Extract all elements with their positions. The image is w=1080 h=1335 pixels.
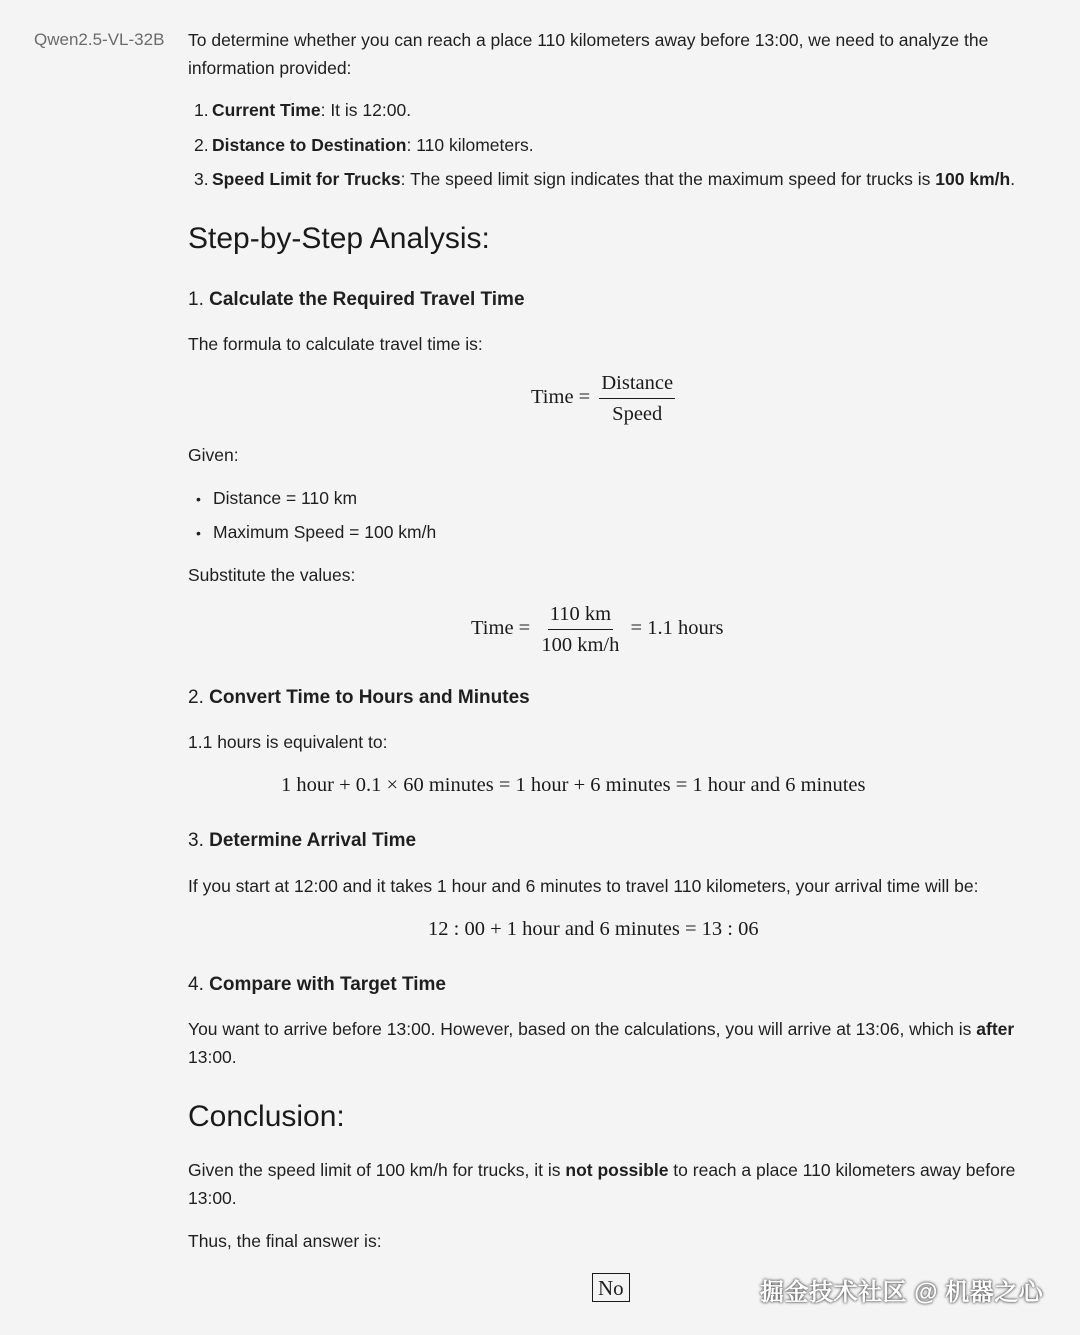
list-item — [194, 165, 1015, 193]
step-title: Convert Time to Hours and Minutes — [209, 687, 530, 708]
arrival-equation: 12 : 00 + 1 hour and 6 minutes = 13 : 06 — [428, 918, 759, 940]
conclusion-bold: not possible — [565, 1160, 669, 1180]
substitution-result: = 1.1 hours — [630, 617, 724, 640]
conversion-equation: 1 hour + 0.1 × 60 minutes = 1 hour + 6 minutes = 1 hour and 6 minutes — [281, 774, 866, 796]
model-label: Qwen2.5-VL-32B — [34, 30, 165, 49]
conclusion-text: Given the speed limit of 100 km/h for trucks, it is — [188, 1160, 566, 1180]
step-4-text-line-2: 13:00. — [188, 1047, 237, 1067]
formula-fraction — [599, 370, 675, 427]
given-item — [196, 518, 436, 547]
step-number: 4. — [188, 974, 204, 995]
final-answer-box: No — [592, 1273, 630, 1302]
list-item — [194, 131, 534, 159]
step-2-heading — [188, 684, 530, 712]
given-item-text: Maximum Speed = 100 km/h — [213, 522, 437, 542]
list-item-bold: 100 km/h — [935, 169, 1011, 189]
list-number: 1. — [194, 100, 209, 120]
step-title: Determine Arrival Time — [209, 830, 417, 851]
substitution-equation — [471, 601, 724, 658]
step-4-bold: after — [976, 1019, 1015, 1039]
step-number: 1. — [188, 289, 204, 310]
formula-denominator: Speed — [612, 403, 663, 425]
given-label: Given: — [188, 445, 239, 465]
substitution-numerator: 110 km — [548, 601, 613, 630]
formula-intro: The formula to calculate travel time is: — [188, 334, 483, 354]
list-item-text: . — [1010, 169, 1016, 189]
list-item-text: : 110 kilometers. — [406, 135, 534, 155]
given-item-text: Distance = 110 km — [213, 488, 358, 508]
analysis-heading: Step-by-Step Analysis: — [188, 222, 490, 255]
step-title: Calculate the Required Travel Time — [209, 289, 525, 310]
step-number: 3. — [188, 830, 204, 851]
formula-time — [531, 370, 679, 427]
watermark: 掘金技术社区 @ 机器之心 — [760, 1279, 1044, 1306]
list-number: 2. — [194, 135, 209, 155]
step-3-heading — [188, 827, 416, 855]
bullet-dot: • — [196, 491, 201, 507]
step-4-text: You want to arrive before 13:00. However, based on the calculations, you will arrive at 13:06, which is — [188, 1019, 977, 1039]
step-number: 2. — [188, 687, 204, 708]
final-answer-label: Thus, the final answer is: — [188, 1231, 382, 1251]
list-item-bold: Distance to Destination — [212, 135, 407, 155]
list-item-text: : It is 12:00. — [320, 100, 412, 120]
formula-numerator: Distance — [599, 370, 675, 399]
step-1-heading — [188, 286, 525, 314]
given-item — [196, 484, 357, 513]
list-item-text: : The speed limit sign indicates that the maximum speed for trucks is — [400, 169, 936, 189]
list-item — [194, 96, 411, 124]
conclusion-line-1 — [188, 1156, 1015, 1184]
conclusion-heading: Conclusion: — [188, 1100, 345, 1133]
substitute-label: Substitute the values: — [188, 565, 356, 585]
conclusion-text: to reach a place 110 kilometers away before — [668, 1160, 1016, 1180]
intro-line-2: information provided: — [188, 58, 352, 78]
bullet-dot: • — [196, 525, 201, 541]
step-4-text-line-1 — [188, 1015, 1014, 1043]
substitution-lhs: Time = — [471, 617, 531, 640]
formula-lhs: Time = — [531, 386, 591, 409]
step-4-heading — [188, 971, 446, 999]
step-title: Compare with Target Time — [209, 974, 446, 995]
list-item-bold: Current Time — [212, 100, 321, 120]
substitution-fraction — [539, 601, 621, 658]
step-2-text: 1.1 hours is equivalent to: — [188, 732, 388, 752]
substitution-denominator: 100 km/h — [541, 634, 620, 656]
list-number: 3. — [194, 169, 209, 189]
step-3-text: If you start at 12:00 and it takes 1 hour and 6 minutes to travel 110 kilometers, your arrival time will be: — [188, 876, 979, 896]
conclusion-line-2: 13:00. — [188, 1188, 237, 1208]
list-item-bold: Speed Limit for Trucks — [212, 169, 401, 189]
intro-line-1: To determine whether you can reach a place 110 kilometers away before 13:00, we need to analyze the — [188, 30, 989, 50]
